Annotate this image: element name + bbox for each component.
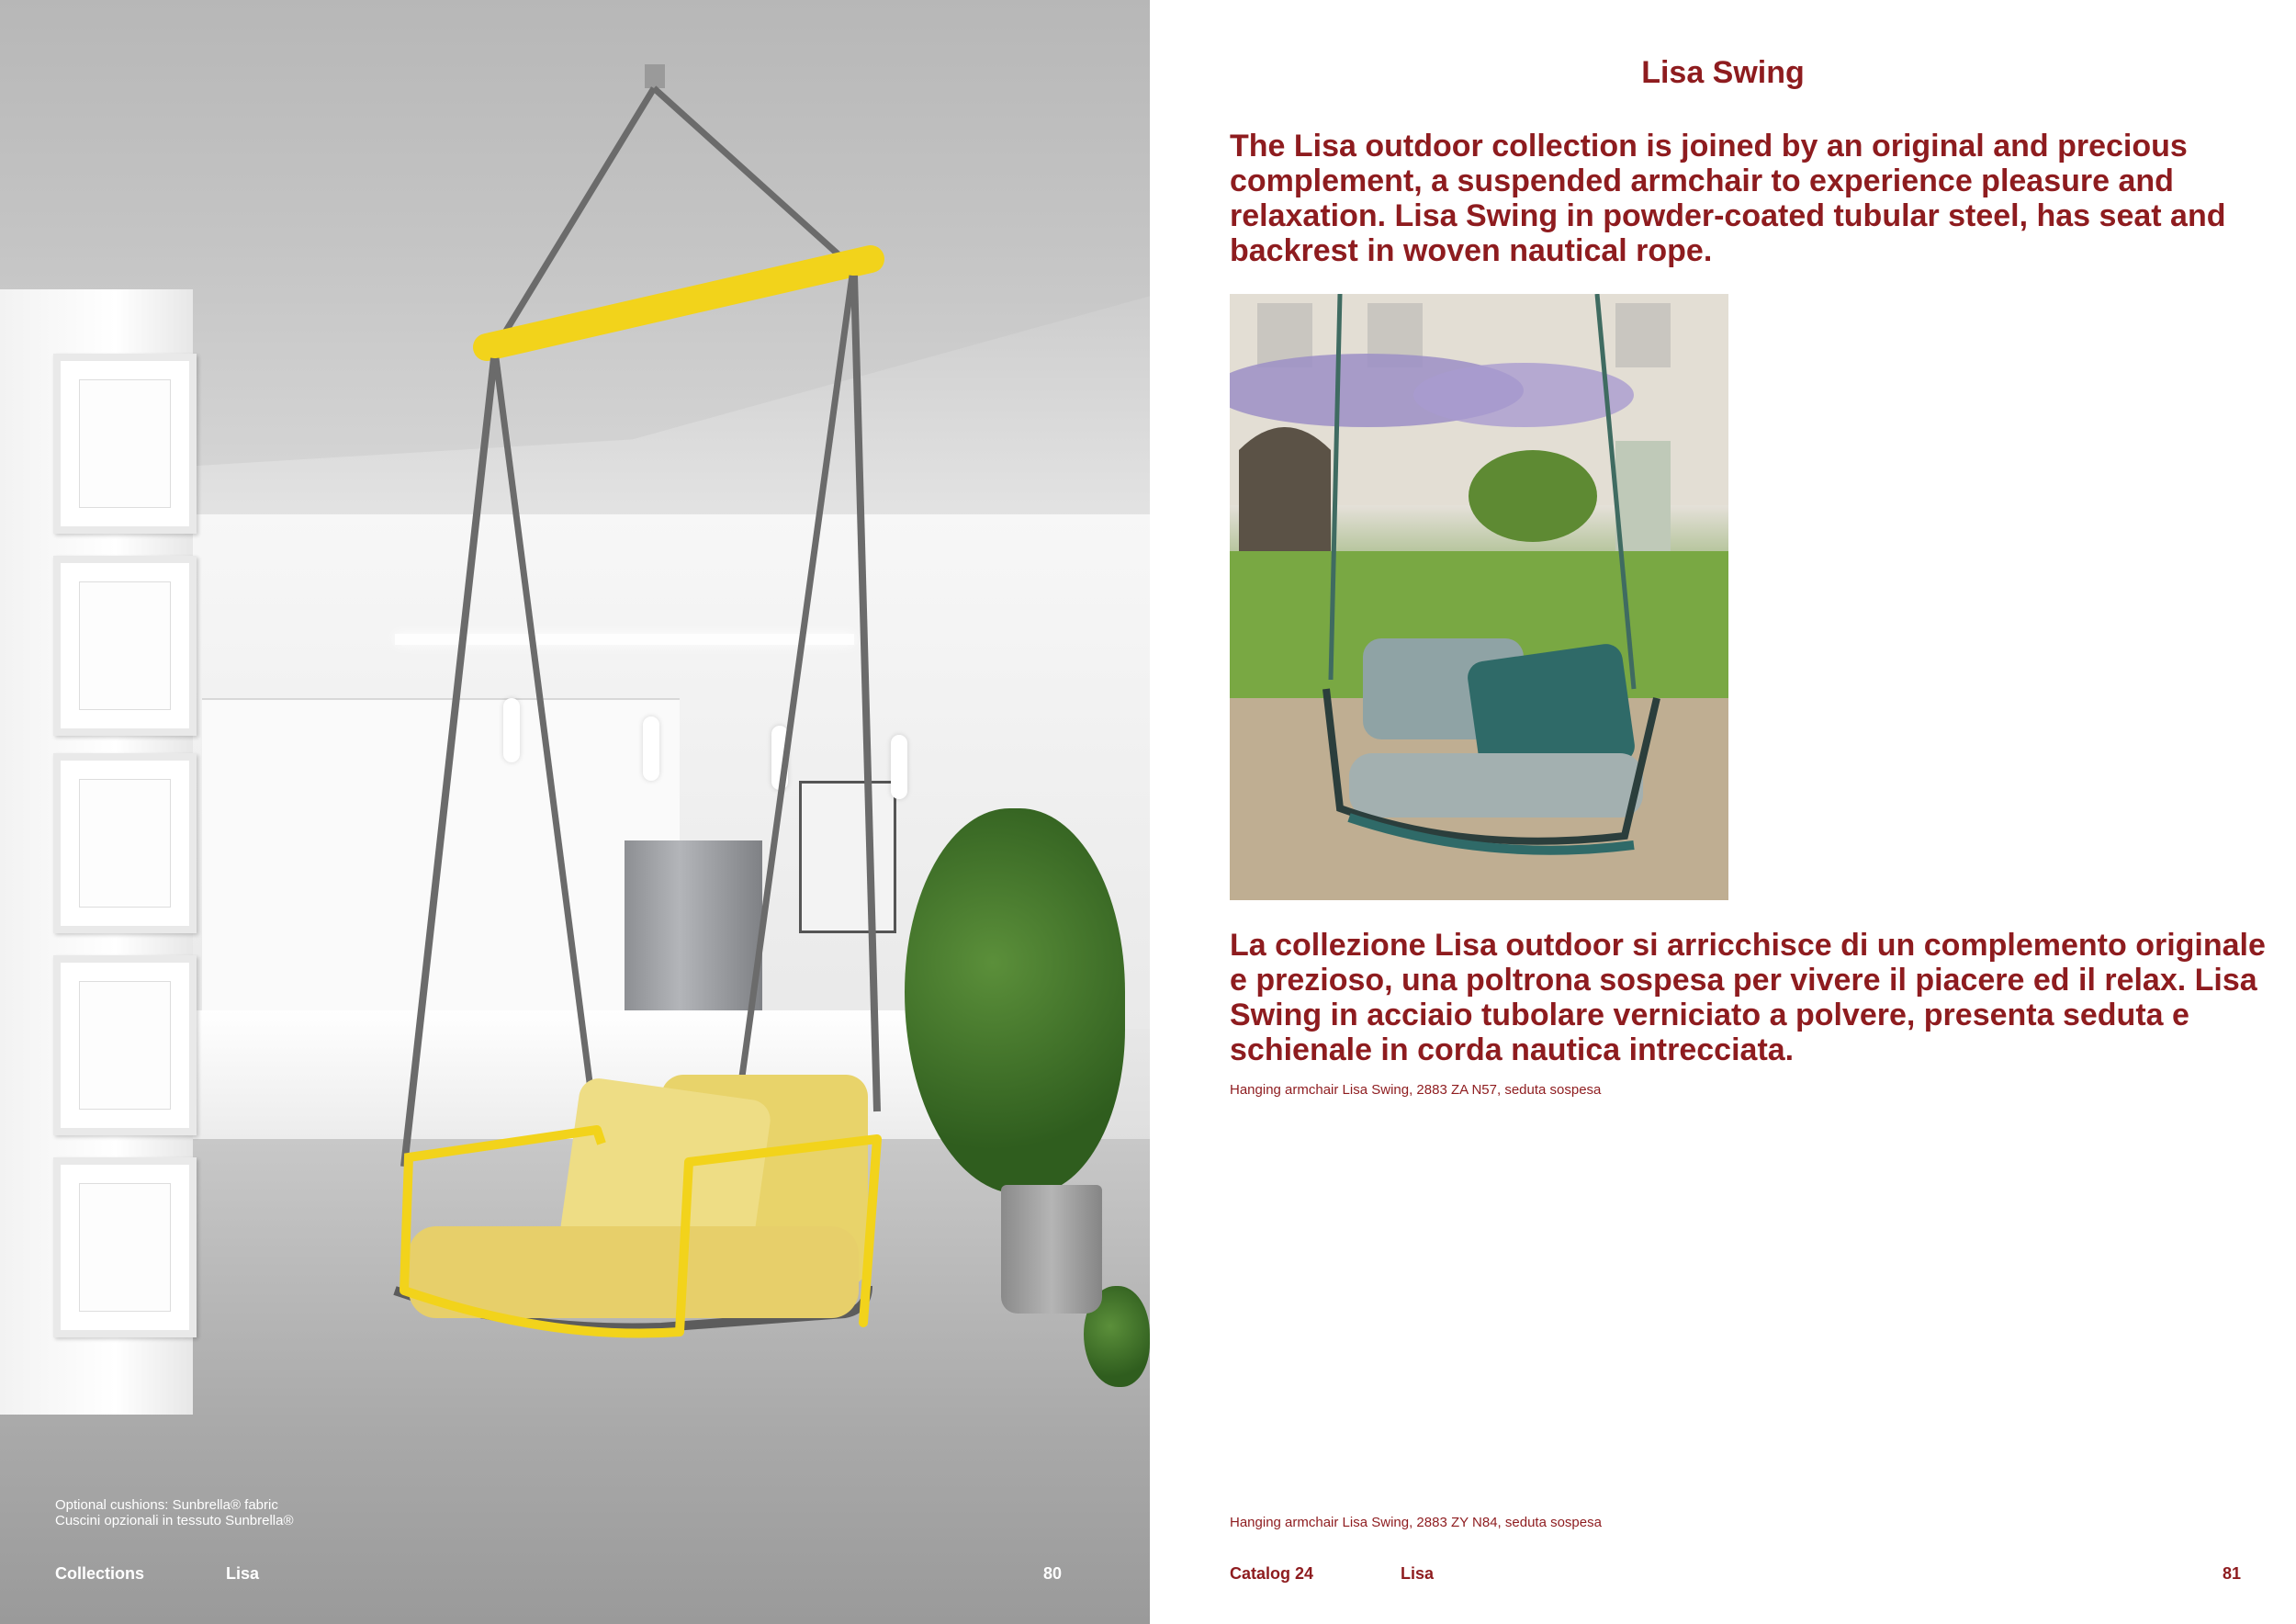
right-page — [1150, 0, 2296, 1624]
footer-collection-label: Lisa — [1401, 1564, 1435, 1583]
main-photo-caption: Hanging armchair Lisa Swing, 2883 ZY N84, seduta sospesa — [1230, 1515, 1602, 1530]
description-english: The Lisa outdoor collection is joined by an original and precious complement, a suspended armchair to experience pleasure and relaxation. Lisa Swing in powder-coated tubular steel, has seat and backrest in woven nautical rope. — [1230, 129, 2226, 268]
photo-caption-en: Optional cushions: Sunbrella® fabric — [55, 1497, 278, 1513]
footer-section-label: Collections — [55, 1564, 145, 1583]
description-italian: La collezione Lisa outdoor si arricchisce di un complemento originale e prezioso, una poltrona sospesa per vivere il piacere ed il relax. Lisa Swing in acciaio tubolare verniciato a polvere, presenta seduta e schienale in corda nautica intrecciata. — [1230, 928, 2266, 1067]
product-title: Lisa Swing — [1641, 55, 1805, 90]
photo-caption — [55, 1497, 294, 1528]
photo-caption-it: Cuscini opzionali in tessuto Sunbrella® — [55, 1513, 294, 1528]
garden-swing-illustration — [1230, 294, 1728, 900]
page-number-right: 81 — [2223, 1564, 2242, 1583]
footer-collection-label: Lisa — [226, 1564, 260, 1583]
page-number-left: 80 — [1043, 1564, 1063, 1583]
garden-swing-photo — [1230, 294, 1728, 900]
small-photo-caption: Hanging armchair Lisa Swing, 2883 ZA N57, seduta sospesa — [1230, 1082, 1602, 1098]
footer-catalog-label: Catalog 24 — [1230, 1564, 1314, 1583]
